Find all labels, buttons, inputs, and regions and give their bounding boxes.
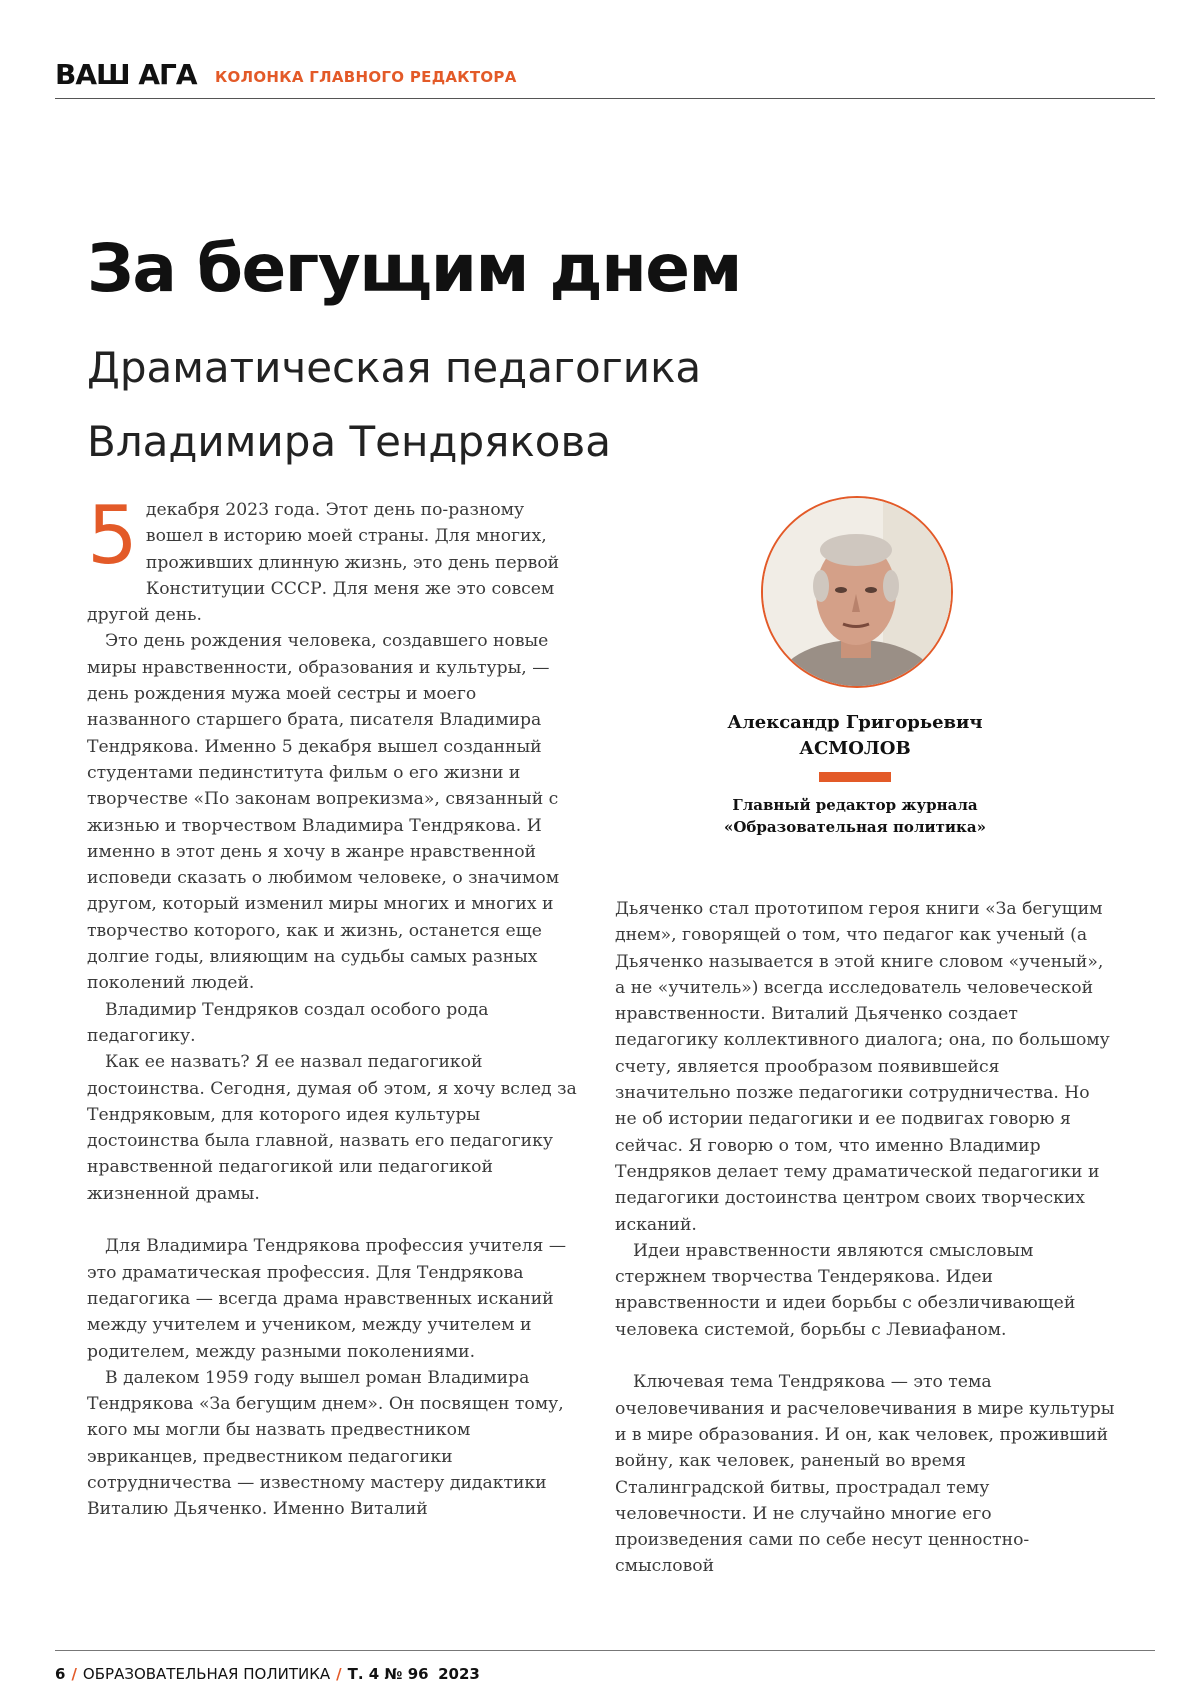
paragraph: Как ее назвать? Я ее назвал педагогикой достоинства. Сегодня, думая об этом, я хочу вслед за Тендряковым, для которого идея культуры достоинства была главной, назвать его педагогику нравственной педагогикой или педагогикой жизненной драмы. <box>87 1049 585 1207</box>
right-column <box>615 896 1115 1580</box>
subtitle-line-2: Владимира Тендрякова <box>87 405 787 479</box>
paragraph: Дьяченко стал прототипом героя книги «За бегущим днем», говорящей о том, что педагог как ученый (а Дьяченко называется в этой книге словом «ученый», а не «учитель») всегда исследователь человеческой нравственности. Виталий Дьяченко создает педагогику коллективного диалога; она, по большому счету, является прообразом появившейся значительно позже педагогики сотрудничества. Но не об истории педагогики и ее подвигах говорю я сейчас. Я говорю о том, что именно Владимир Тендряков делает тему драматической педагогики и педагогики достоинства центром своих творческих исканий. <box>615 896 1115 1238</box>
paragraph: В далеком 1959 году вышел роман Владимира Тендрякова «За бегущим днем». Он посвящен тому, кого мы могли бы назвать предвестником эвриканцев, предвестником педагогики сотрудничества — известному мастеру дидактики Виталию Дьяченко. Именно Виталий <box>87 1365 585 1523</box>
author-role-line-1: Главный редактор журнала <box>690 794 1020 816</box>
paragraph: Ключевая тема Тендрякова — это тема очеловечивания и расчеловечивания в мире культуры и в мире образования. И он, как человек, проживший войну, как человек, раненый во время Сталинградской битвы, прострадал тему человечности. И не случайно многие его произведения сами по себе несут ценностно-смысловой <box>615 1369 1115 1579</box>
page-footer: 6 / ОБРАЗОВАТЕЛЬНАЯ ПОЛИТИКА / Т. 4 № 96 2023 <box>55 1650 1155 1683</box>
section-label: ВАШ АГА <box>55 58 197 91</box>
paragraph: декабря 2023 года. Этот день по-разному вошел в историю моей страны. Для многих, проживших длинную жизнь, это день первой Конституции СССР. Для меня же это совсем другой день. <box>87 497 585 628</box>
paragraph: Это день рождения человека, создавшего новые миры нравственности, образования и культуры, — день рождения мужа моей сестры и моего названного старшего брата, писателя Владимира Тендрякова. Именно 5 декабря вышел созданный студентами пединститута фильм о его жизни и творчестве «По законам вопрекизма», связанный с жизнью и творчеством Владимира Тендрякова. И именно в этот день я хочу в жанре нравственной исповеди сказать о любимом человеке, о значимом другом, который изменил миры многих и многих и творчество которого, как и жизнь, останется еще долгие годы, влияющим на судьбы самых разных поколений людей. <box>87 628 585 996</box>
author-portrait <box>761 496 953 688</box>
author-block <box>690 710 1020 838</box>
drop-cap: 5 <box>87 503 138 577</box>
left-column <box>87 497 585 1523</box>
page-header <box>55 58 1155 99</box>
accent-bar <box>819 772 891 782</box>
page-number: 6 <box>55 1665 65 1683</box>
author-surname: АСМОЛОВ <box>690 736 1020 762</box>
author-first-names: Александр Григорьевич <box>690 710 1020 736</box>
paragraph: Для Владимира Тендрякова профессия учителя — это драматическая профессия. Для Тендрякова педагогика — всегда драма нравственных исканий между учителем и учеником, между учителем и родителем, между разными поколениями. <box>87 1233 585 1364</box>
portrait-image <box>763 498 951 686</box>
article-title: За бегущим днем <box>87 236 741 302</box>
subtitle-line-1: Драматическая педагогика <box>87 331 787 405</box>
paragraph: Владимир Тендряков создал особого рода педагогику. <box>87 997 585 1050</box>
issue-number: Т. 4 № 96 <box>348 1665 429 1683</box>
subsection-label: КОЛОНКА ГЛАВНОГО РЕДАКТОРА <box>215 68 517 86</box>
article-subtitle <box>87 331 787 479</box>
journal-name: ОБРАЗОВАТЕЛЬНАЯ ПОЛИТИКА <box>83 1665 330 1683</box>
author-role-line-2: «Образовательная политика» <box>690 816 1020 838</box>
issue-year: 2023 <box>438 1665 480 1683</box>
paragraph: Идеи нравственности являются смысловым стержнем творчества Тендерякова. Идеи нравственности и идеи борьбы с обезличивающей человека системой, борьбы с Левиафаном. <box>615 1238 1115 1343</box>
